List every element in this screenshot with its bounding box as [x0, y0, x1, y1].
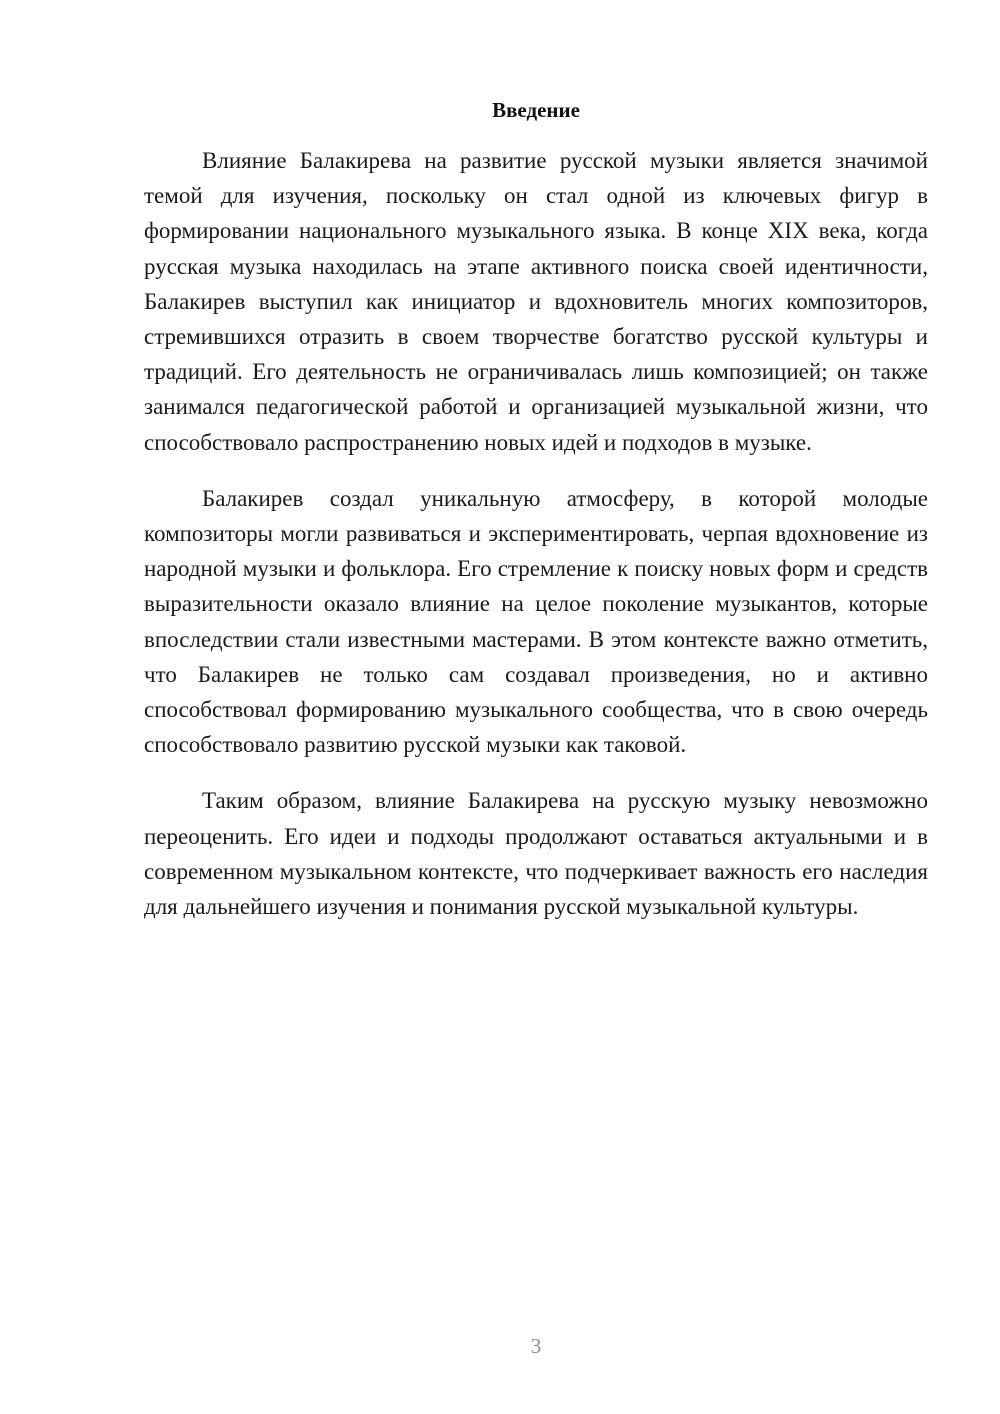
paragraph-3: Таким образом, влияние Балакирева на русскую музыку невозможно переоценить. Его идеи и подходы продолжают оставаться актуальными и в современном музыкальном контексте, что подчеркивает важность его наследия для дальнейшего изучения и понимания русской музыкальной культуры. [144, 788, 928, 920]
body-text [144, 143, 928, 945]
section-heading: Введение [492, 98, 580, 122]
paragraph-2: Балакирев создал уникальную атмосферу, в которой молодые композиторы могли развиваться и экспериментировать, черпая вдохновение из народной музыки и фольклора. Его стремление к поиску новых форм и средств выразительности оказало влияние на целое поколение музыкантов, которые впоследствии стали известными мастерами. В этом контексте важно отметить, что Балакирев не только сам создавал произведения, но и активно способствовал формированию музыкального сообщества, что в свою очередь способствовало развитию русской музыки как таковой. [144, 485, 928, 758]
paragraph-1: Влияние Балакирева на развитие русской музыки является значимой темой для изучения, поскольку он стал одной из ключевых фигур в формировании национального музыкального языка. В конце XIX века, когда русская музыка находилась на этапе активного поиска своей идентичности, Балакирев выступил как инициатор и вдохновитель многих композиторов, стремившихся отразить в своем творчестве богатство русской культуры и традиций. Его деятельность не ограничивалась лишь композицией; он также занимался педагогической работой и организацией музыкальной жизни, что способствовало распространению новых идей и подходов в музыке. [144, 148, 928, 455]
page-number: 3 [530, 1334, 542, 1358]
